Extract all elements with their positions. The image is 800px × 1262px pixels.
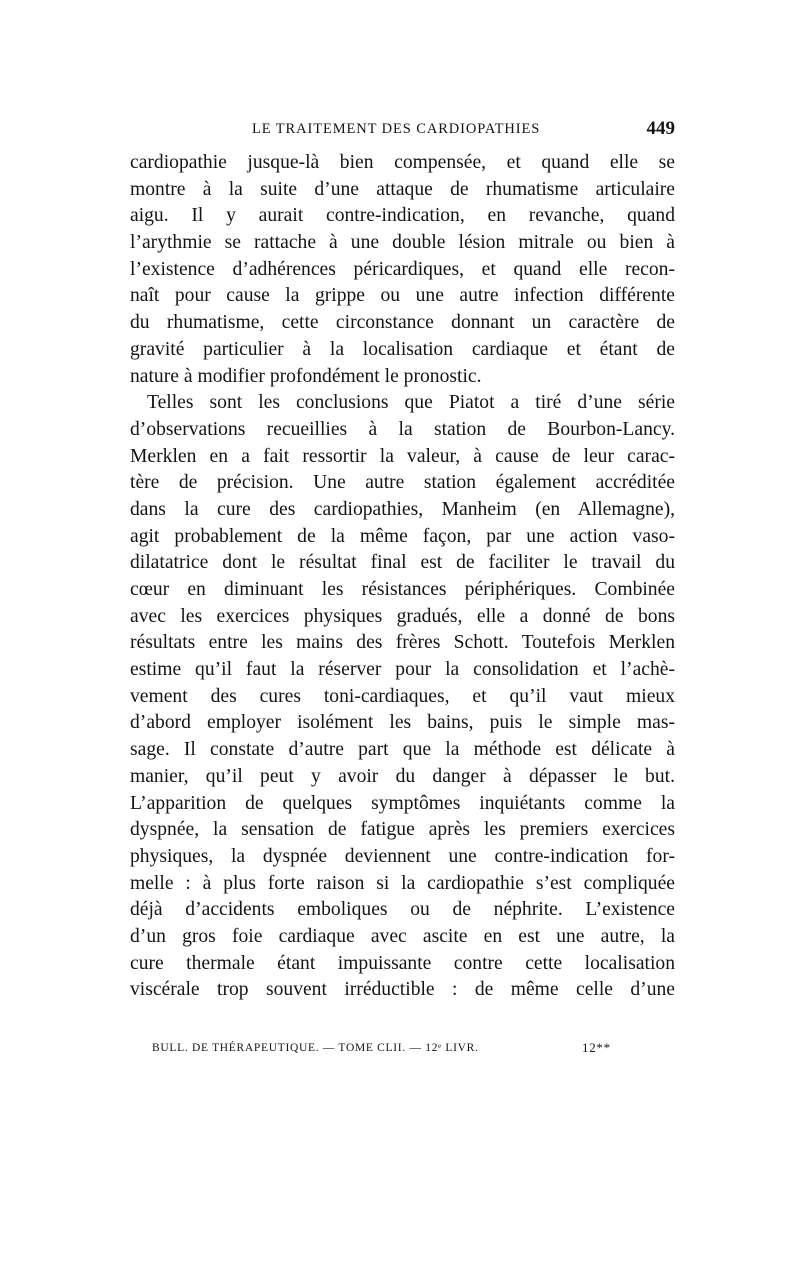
text-line: Merklen en a fait ressortir la valeur, à cause de leur carac-: [130, 445, 675, 467]
text-line: naît pour cause la grippe ou une autre infection différente: [130, 285, 675, 307]
text-line: nature à modifier profondément le pronostic.: [130, 365, 482, 387]
text-line: agit probablement de la même façon, par une action vaso-: [130, 525, 675, 547]
text-line: tère de précision. Une autre station également accréditée: [130, 472, 675, 494]
text-line: Telles sont les conclusions que Piatot a tiré d’une série: [147, 392, 675, 414]
text-line: montre à la suite d’une attaque de rhumatisme articulaire: [130, 178, 675, 200]
text-line: melle : à plus forte raison si la cardiopathie s’est compliquée: [130, 872, 675, 894]
text-line: déjà d’accidents emboliques ou de néphrite. L’existence: [130, 899, 675, 921]
text-line: aigu. Il y aurait contre-indication, en revanche, quand: [130, 205, 675, 227]
text-line: vement des cures toni-cardiaques, et qu’il vaut mieux: [130, 685, 675, 707]
body-text: [130, 150, 675, 1004]
text-line: cardiopathie jusque-là bien compensée, et quand elle se: [130, 152, 675, 173]
text-line: gravité particulier à la localisation cardiaque et étant de: [130, 338, 675, 360]
page-footer: [152, 1042, 652, 1062]
text-line: dans la cure des cardiopathies, Manheim (en Allemagne),: [130, 498, 675, 520]
text-line: cœur en diminuant les résistances périphériques. Combinée: [130, 579, 675, 600]
text-line: l’existence d’adhérences péricardiques, et quand elle recon-: [130, 258, 675, 280]
page-header: [130, 119, 675, 143]
text-line: viscérale trop souvent irréductible : de même celle d’une: [130, 979, 675, 1001]
page-number: 449: [646, 118, 675, 139]
text-line: sage. Il constate d’autre part que la méthode est délicate à: [130, 739, 675, 761]
text-line: cure thermale étant impuissante contre cette localisation: [130, 952, 675, 974]
text-line: L’apparition de quelques symptômes inquiétants comme la: [130, 792, 675, 814]
text-line: d’abord employer isolément les bains, puis le simple mas-: [130, 712, 675, 734]
text-line: résultats entre les mains des frères Schott. Toutefois Merklen: [130, 632, 675, 654]
text-line: dyspnée, la sensation de fatigue après les premiers exercices: [130, 819, 675, 841]
journal-reference: BULL. DE THÉRAPEUTIQUE. — TOME CLII. — 12ᵉ LIVR.: [152, 1042, 479, 1054]
running-title: LE TRAITEMENT DES CARDIOPATHIES: [252, 121, 541, 137]
text-line: d’observations recueillies à la station de Bourbon-Lancy.: [130, 418, 675, 440]
text-line: dilatatrice dont le résultat final est de faciliter le travail du: [130, 552, 675, 574]
text-line: l’arythmie se rattache à une double lésion mitrale ou bien à: [130, 232, 675, 254]
text-line: manier, qu’il peut y avoir du danger à dépasser le but.: [130, 765, 675, 787]
text-line: du rhumatisme, cette circonstance donnant un caractère de: [130, 312, 675, 334]
text-line: physiques, la dyspnée deviennent une contre-indication for-: [130, 845, 675, 867]
text-line: d’un gros foie cardiaque avec ascite en est une autre, la: [130, 925, 675, 947]
signature-mark: 12**: [582, 1040, 611, 1055]
text-line: estime qu’il faut la réserver pour la consolidation et l’achè-: [130, 659, 675, 681]
text-line: avec les exercices physiques gradués, elle a donné de bons: [130, 605, 675, 627]
